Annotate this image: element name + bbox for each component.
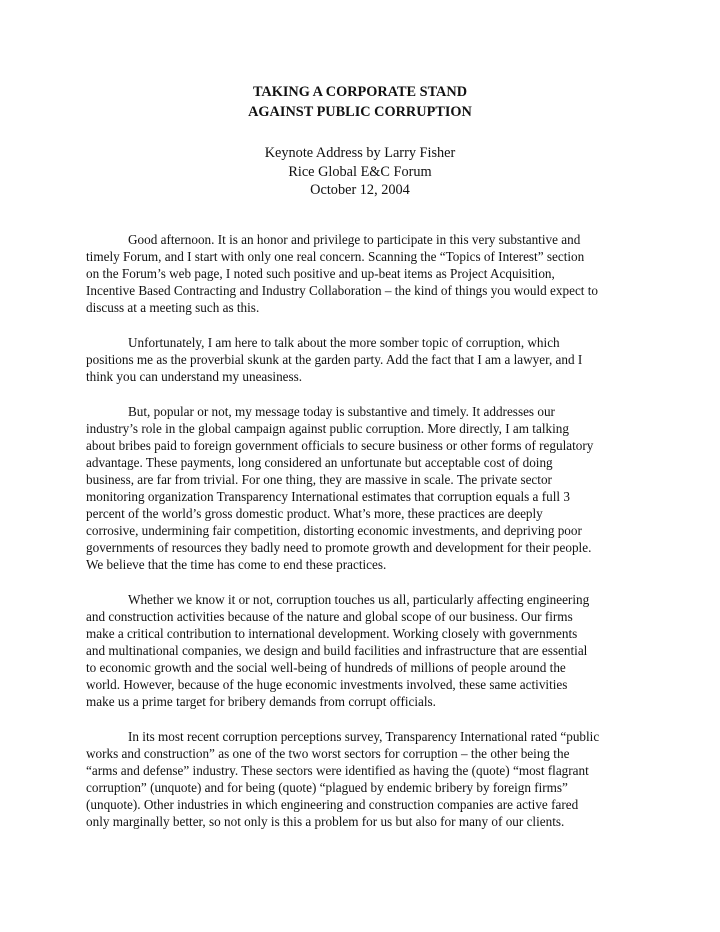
paragraph-line: Incentive Based Contracting and Industry Collaboration – the kind of things you would expect to [86,283,599,298]
paragraph-line: Unfortunately, I am here to talk about the more somber topic of corruption, which [128,335,560,350]
paragraph-line: and multinational companies, we design and build facilities and infrastructure that are essential [86,643,588,658]
paragraph-line: governments of resources they badly need to promote growth and development for their people. [86,540,592,555]
paragraph-line: But, popular or not, my message today is substantive and timely. It addresses our [128,404,555,419]
paragraph-5 [86,728,646,830]
paragraph-line: timely Forum, and I start with only one real concern. Scanning the “Topics of Interest” section [86,249,585,264]
title-line-1: TAKING A CORPORATE STAND [252,84,468,100]
paragraph-line: corrosive, undermining fair competition, distorting economic investments, and depriving poor [86,523,582,538]
paragraph-line: corruption” (unquote) and for being (quote) “plagued by endemic bribery by foreign firms” [86,780,568,795]
paragraph-line: only marginally better, so not only is this a problem for us but also for many of our clients. [86,814,565,829]
paragraph-line: Good afternoon. It is an honor and privilege to participate in this very substantive and [128,232,581,247]
paragraph-line: We believe that the time has come to end these practices. [86,557,387,572]
document-title [0,82,720,122]
paragraph-line: make a critical contribution to international development. Working closely with governments [86,626,578,641]
paragraph-line: discuss at a meeting such as this. [86,300,260,315]
paragraph-4 [86,591,646,710]
document-body [86,231,646,848]
title-line-2: AGAINST PUBLIC CORRUPTION [248,104,472,120]
paragraph-line: to economic growth and the social well-being of hundreds of millions of people around the [86,660,566,675]
document-subtitle [0,144,720,200]
paragraph-line: about bribes paid to foreign government officials to secure business or other forms of regulatory [86,438,594,453]
paragraph-line: monitoring organization Transparency International estimates that corruption equals a full 3 [86,489,570,504]
paragraph-2 [86,334,646,385]
paragraph-line: percent of the world’s gross domestic product. What’s more, these practices are deeply [86,506,543,521]
paragraph-line: world. However, because of the huge economic investments involved, these same activities [86,677,568,692]
paragraph-line: “arms and defense” industry. These sectors were identified as having the (quote) “most flagrant [86,763,589,778]
event-line: Rice Global E&C Forum [288,163,432,180]
paragraph-line: positions me as the proverbial skunk at the garden party. Add the fact that I am a lawyer, and I [86,352,583,367]
speaker-line: Keynote Address by Larry Fisher [264,145,456,161]
paragraph-line: think you can understand my uneasiness. [86,369,303,384]
paragraph-line: (unquote). Other industries in which engineering and construction companies are active fared [86,797,579,812]
paragraph-line: Whether we know it or not, corruption touches us all, particularly affecting engineering [128,592,590,607]
paragraph-line: advantage. These payments, long considered an unfortunate but acceptable cost of doing [86,455,553,470]
paragraph-line: business, are far from trivial. For one thing, they are massive in scale. The private sector [86,472,552,487]
paragraph-line: works and construction” as one of the two worst sectors for corruption – the other being the [86,746,570,761]
date-line: October 12, 2004 [310,182,410,198]
paragraph-3 [86,403,646,573]
paragraph-line: make us a prime target for bribery demands from corrupt officials. [86,694,436,709]
paragraph-1 [86,231,646,316]
paragraph-line: In its most recent corruption perceptions survey, Transparency International rated “public [128,729,600,744]
paragraph-line: and construction activities because of the nature and global scope of our business. Our firms [86,609,573,624]
paragraph-line: on the Forum’s web page, I noted such positive and up-beat items as Project Acquisition, [86,266,555,281]
paragraph-line: industry’s role in the global campaign against public corruption. More directly, I am talking [86,421,569,436]
